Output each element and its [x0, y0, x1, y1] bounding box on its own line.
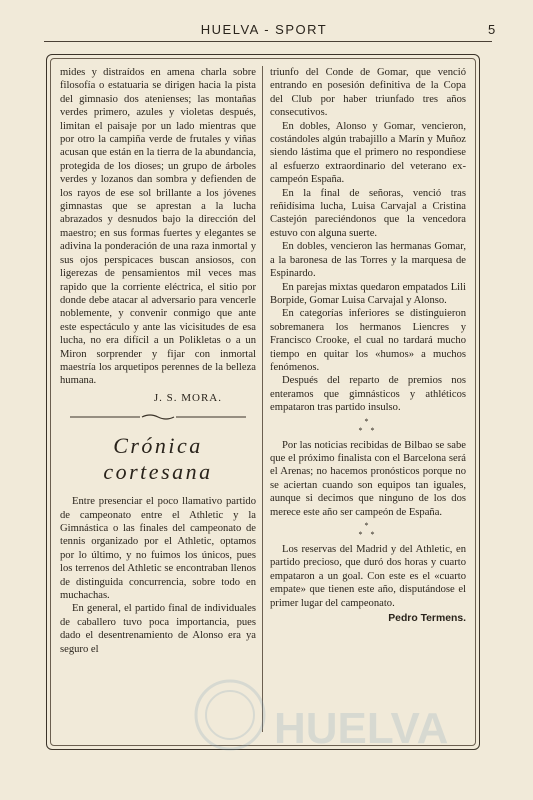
asterism-ornament: * * * — [358, 416, 378, 435]
running-title: HUELVA - SPORT — [200, 22, 328, 37]
paragraph: Por las noticias recibidas de Bilbao se sabe que el próximo finalista con el Barcelona será el Arenas; no hacemos pronósticos porque no se aciertan cuando son equipos tan iguales, aunque si decimos que ninguno de los dos merece este año ser campeón de España. — [270, 439, 466, 518]
header-rule — [44, 41, 492, 42]
paragraph: En categorías inferiores se distinguieron sobremanera los hermanos Liencres y Francisco Crooke, el cual no tardará mucho tiempo en quitar los «humos» a muchos fenómenos. — [270, 308, 466, 373]
paragraph: En dobles, vencieron las hermanas Gomar, a la baronesa de las Torres y la marquesa de Espinardo. — [270, 241, 466, 280]
paragraph: En la final de señoras, venció tras reñidísima lucha, Luisa Carvajal a Cristina Castejón pareciéndonos que la vencedora estuvo con alguna suerte. — [270, 187, 466, 239]
paragraph: Entre presenciar el poco llamativo partido de campeonato entre el Athletic y la Gimnástica o las finales del campeonato de tennis organizado por el Athletic, optamos por lo último, y no fuimos los únicos, pues los terrenos del Athletic se encontraban llenos de distinguida concurrencia, sobre todo en muchachas. — [60, 496, 256, 601]
section-title: Crónica cortesana — [103, 433, 213, 485]
right-column — [270, 66, 466, 625]
watermark-text: HUELVA — [274, 704, 449, 753]
asterism-ornament: * * * — [358, 521, 378, 539]
paragraph: Después del reparto de premios nos enteramos que gimnásticos y athléticos empataron tras partido insulso. — [270, 375, 466, 414]
paragraph: En parejas mixtas quedaron empatados Lili Borpide, Gomar Luisa Carvajal y Alonso. — [270, 281, 466, 306]
left-column — [60, 66, 256, 656]
article-continuation: mides y distraídos en amena charla sobre filosofía o estatuaria se dirigen hacia la pista del gimnasio dos atenienses; las montañas verdes primero, azules y violetas después, limitan el paisaje por un lado mientras que por otro la campiña verde de frutales y viñas acusan que están en la tierra de la abundancia, protegida de los dioses; un grupo de árboles verdes y lozanos dan sombra y defienden de los rayos de ese sol brillante a los jóvenes gimnastas que se aprestan a la lucha abrazados y desnudos bajo la dirección del maestro; en sus formas fuertes y elegantes se adivina la ponderación de una raza inmortal y sus ojos perspicaces buscan ansiosos, con ligerezas de pensamientos mil veces mas rapido que la corriente eléctrica, el sitio por donde debe atacar al adversario para vencerle noblemente, y convenir conmigo que ante este espectáculo y ante las vicisitudes de esa lucha, no era difícil a un Polikletas o a un Miron sorprender y fijar con inmortal maestría los arquetipos perennes de la belleza humana. — [60, 67, 256, 387]
paragraph: Los reservas del Madrid y del Athletic, en partido precioso, que duró dos horas y cuarto empataron a un goal. Con este es el «cuarto empate» que tienen este año, disputándose el primer lugar del campeonato. — [270, 544, 466, 609]
article-signature: J. S. MORA. — [153, 391, 222, 404]
page-number: 5 — [488, 22, 496, 37]
column-divider — [262, 66, 263, 732]
paragraph: En dobles, Alonso y Gomar, vencieron, costándoles algún trabajillo a Marín y Muñoz siendo lástima que el primero no respondiese al esfuerzo extraordinario del veterano ex-campeón España. — [270, 120, 466, 186]
paragraph: En general, el partido final de individuales de caballero tuvo poca importancia, pues dado el desentrenamiento de Alonso era ya seguro el — [60, 603, 256, 655]
column-signature: Pedro Termens. — [388, 613, 466, 625]
library-watermark — [190, 665, 450, 765]
paragraph: triunfo del Conde de Gomar, que venció entrando en posesión definitiva de la Copa del Club por haber triunfado tres años consecutivos. — [270, 67, 466, 119]
ornament-divider — [60, 413, 256, 421]
